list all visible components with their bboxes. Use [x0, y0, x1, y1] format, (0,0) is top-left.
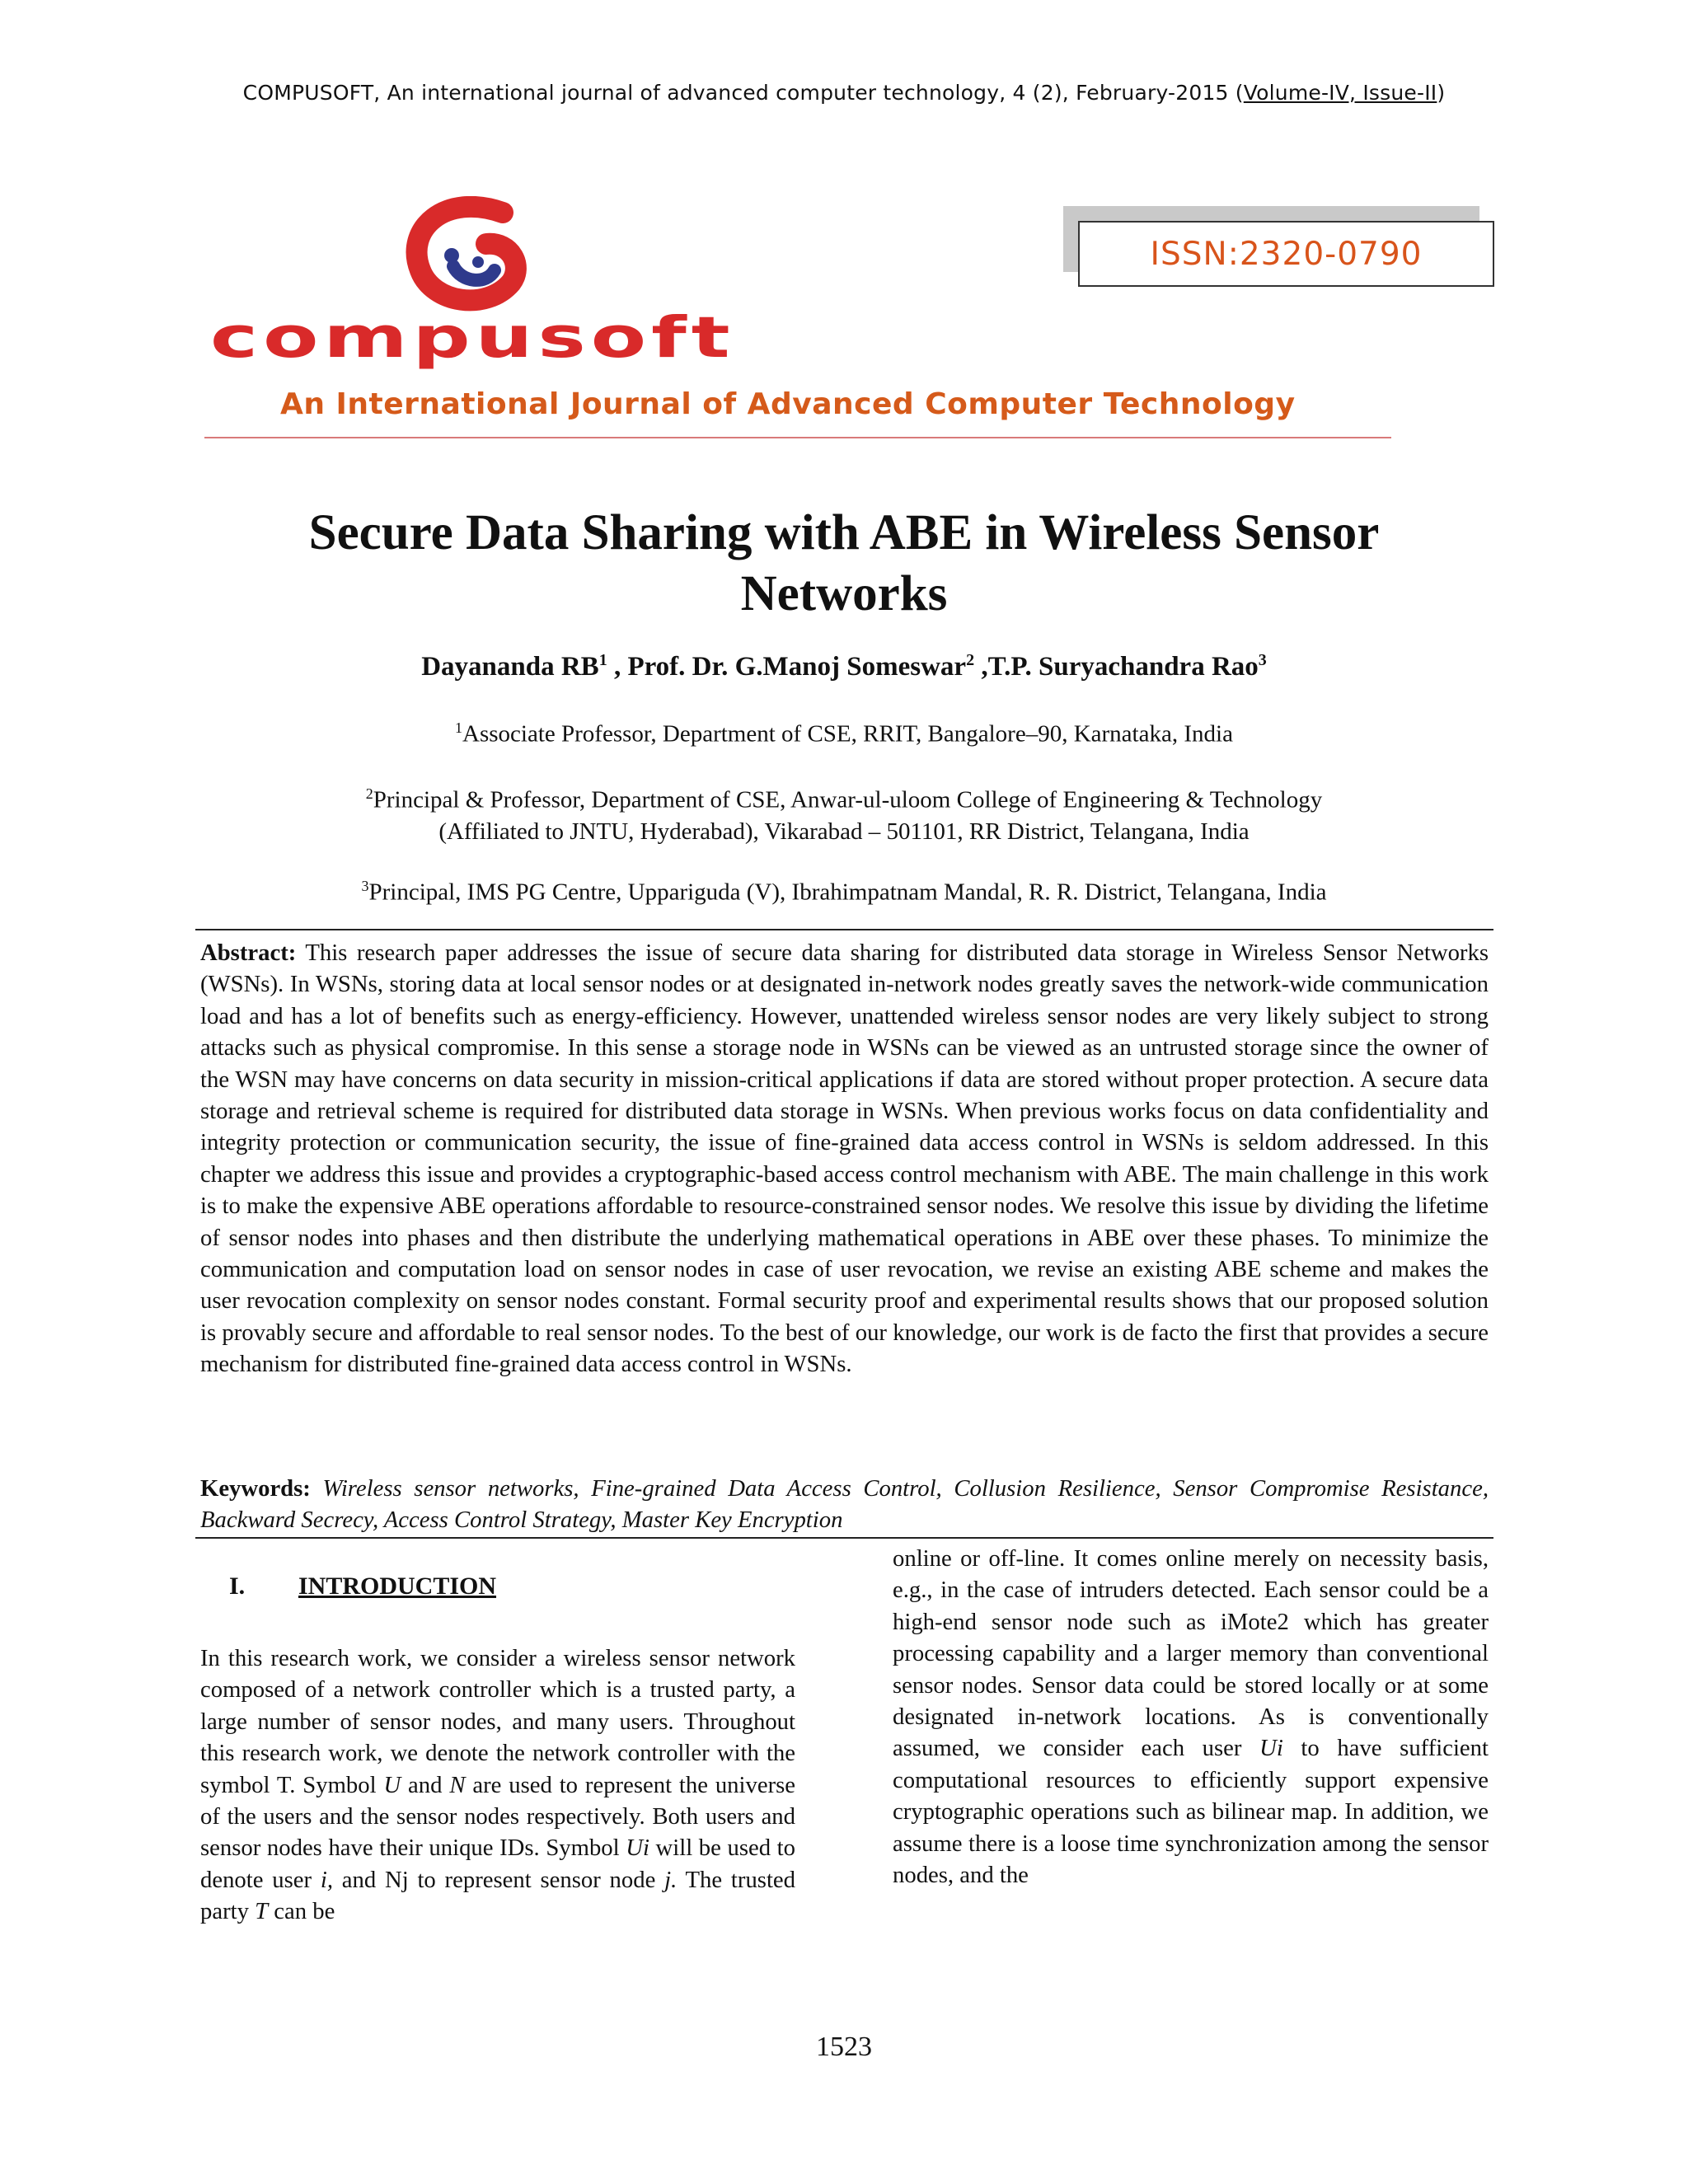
- text-run: In this research work, we consider a wireless sensor network composed of a network controller which is a trusted party, a large number of sensor nodes, and many users. Throughout this research work, we denote the network controller with the symbol T. Symbol: [200, 1645, 795, 1798]
- affil-line: Associate Professor, Department of CSE, RRIT, Bangalore–90, Karnataka, India: [462, 720, 1233, 748]
- text-run: are used to represent the universe of the users and the sensor nodes respectively. Both users and sensor nodes have their unique IDs. Symbol: [200, 1771, 796, 1862]
- paper-title: [0, 503, 1688, 625]
- page-number: 1523: [816, 2032, 872, 2062]
- keywords: [200, 1473, 1489, 1536]
- logo-wordmark: compusoft: [210, 305, 735, 371]
- section-number: I.: [229, 1572, 246, 1600]
- author-list: [0, 651, 1688, 682]
- compusoft-swirl-logo-icon: [387, 196, 552, 320]
- keywords-bottom-rule: [195, 1537, 1493, 1539]
- running-head-suffix: ): [1437, 81, 1446, 105]
- text-run: can be: [268, 1898, 335, 1925]
- title-line-2: Networks: [740, 566, 948, 621]
- text-run: to have sufficient computational resources to efficiently support expensive cryptographic operations such as bilinear map. In addition, we assume there is a loose time synchronization among the sensor nodes, and the: [893, 1735, 1489, 1889]
- affil-line: Principal, IMS PG Centre, Uppariguda (V), Ibrahimpatnam Mandal, R. R. District, Telangana, India: [368, 879, 1327, 906]
- symbol-t: T: [255, 1898, 269, 1925]
- abstract-text: This research paper addresses the issue of secure data sharing for distributed data storage in Wireless Sensor Networks (WSNs). In WSNs, storing data at local sensor nodes or at designated in-network nodes greatly saves the network-wide communication load and has a lot of benefits such as energy-efficiency. However, unattended wireless sensor nodes are very likely subject to strong attacks such as physical compromise. In this sense a storage node in WSNs can be viewed as an untrusted storage since the owner of the WSN may have concerns on data security in mission-critical applications if data are stored without proper protection. A secure data storage and retrieval scheme is required for distributed data storage in WSNs. When previous works focus on data confidentiality and integrity protection or communication security, the issue of fine-grained data access control in WSNs is seldom addressed. In this chapter we address this issue and provides a cryptographic-based access control mechanism with ABE. The main challenge in this work is to make the expensive ABE operations affordable to resource-constrained sensor nodes. We resolve this issue by dividing the lifetime of sensor nodes into phases and then distribute the underlying mathematical operations in ABE over these phases. To minimize the communication and computation load on sensor nodes in case of user revocation, we revise an existing ABE scheme and makes the user revocation complexity on sensor nodes constant. Formal security proof and experimental results shows that our proposed solution is provably secure and affordable to real sensor nodes. To the best of our knowledge, our work is de facto the first that provides a secure mechanism for distributed fine-grained data access control in WSNs.: [200, 940, 1489, 1378]
- affil-mark: 1: [455, 719, 463, 736]
- section-title: INTRODUCTION: [298, 1572, 497, 1600]
- symbol-i: i,: [320, 1866, 333, 1893]
- symbol-u: U: [383, 1771, 401, 1798]
- affil-line: (Affiliated to JNTU, Hyderabad), Vikarabad – 501101, RR District, Telangana, India: [438, 818, 1250, 845]
- symbol-ui: Ui: [626, 1835, 649, 1862]
- logo-tagline: An International Journal of Advanced Computer Technology: [280, 387, 1296, 421]
- logo-divider: [204, 437, 1391, 438]
- running-head-volume: Volume-IV, Issue-II: [1243, 81, 1437, 105]
- author-affil-mark: 1: [598, 651, 607, 669]
- author-name: , Prof. Dr. G.Manoj Someswar: [607, 652, 967, 682]
- text-run: online or off-line. It comes online merely on necessity basis, e.g., in the case of intruders detected. Each sensor could be a high-end sensor node such as iMote2 which has greater processing capability and a larger memory than conventional sensor nodes. Sensor data could be stored locally or at some designated in-network locations. As is conventionally assumed, we consider each user: [893, 1545, 1489, 1762]
- abstract: [200, 937, 1489, 1380]
- text-run: and Nj to represent sensor node: [333, 1866, 665, 1893]
- running-head-text: COMPUSOFT, An international journal of advanced computer technology, 4 (2), February-2015 (: [242, 81, 1244, 105]
- keywords-text: Wireless sensor networks, Fine-grained Data Access Control, Collusion Resilience, Sensor Compromise Resistance, Backward Secrecy, Access Control Strategy, Master Key Encryption: [200, 1475, 1489, 1534]
- text-run: The trusted party: [200, 1866, 795, 1925]
- author-affil-mark: 2: [966, 651, 975, 669]
- text-run: and: [401, 1771, 450, 1798]
- affil-mark: 3: [361, 878, 369, 894]
- affil-mark: 2: [365, 785, 373, 802]
- affil-line: Principal & Professor, Department of CSE, Anwar-ul-uloom College of Engineering & Technology: [373, 786, 1323, 813]
- affiliation-3: [0, 870, 1688, 908]
- keywords-label: Keywords:: [200, 1475, 311, 1502]
- title-line-1: Secure Data Sharing with ABE in Wireless Sensor: [308, 505, 1380, 560]
- section-heading: [229, 1572, 496, 1601]
- abstract-top-rule: [195, 929, 1493, 930]
- symbol-n: N: [449, 1771, 466, 1798]
- issn-box: [1078, 221, 1494, 287]
- author-name: Dayananda RB: [421, 652, 599, 682]
- text-run: will be used to denote user: [200, 1835, 795, 1893]
- left-column-paragraph: [200, 1643, 795, 1928]
- issn-text: ISSN:2320-0790: [1150, 235, 1423, 273]
- affiliation-2: [0, 778, 1688, 847]
- abstract-label: Abstract:: [200, 940, 297, 966]
- right-column-paragraph: [893, 1543, 1489, 1891]
- running-head: [0, 81, 1688, 105]
- author-name: ,T.P. Suryachandra Rao: [974, 652, 1259, 682]
- affiliation-1: [0, 712, 1688, 750]
- author-affil-mark: 3: [1258, 651, 1267, 669]
- symbol-j: j.: [664, 1866, 678, 1893]
- symbol-ui: Ui: [1259, 1735, 1283, 1762]
